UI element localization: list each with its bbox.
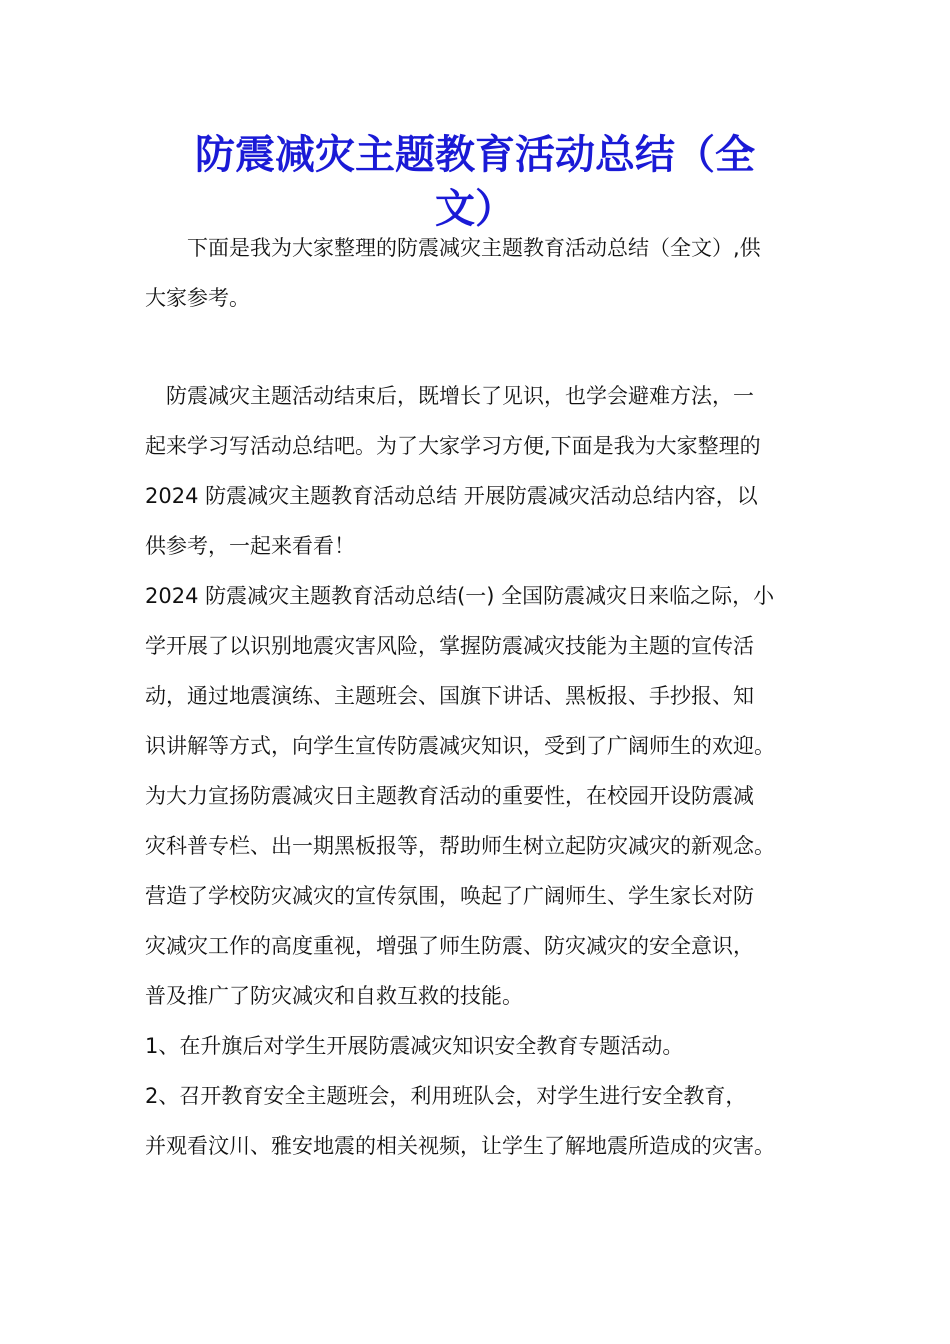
- body-text: [145, 371, 810, 1171]
- body-line: 防震减灾主题活动结束后，既增长了见识，也学会避难方法，一: [145, 384, 754, 408]
- intro-paragraph: [145, 223, 810, 323]
- body-line: 并观看汶川、雅安地震的相关视频，让学生了解地震所造成的灾害。: [145, 1134, 775, 1158]
- intro-line: 下面是我为大家整理的防震减灾主题教育活动总结（全文）,供: [145, 236, 761, 260]
- body-line: 动，通过地震演练、主题班会、国旗下讲话、黑板报、手抄报、知: [145, 684, 754, 708]
- body-line: 起来学习写活动总结吧。为了大家学习方便,下面是我为大家整理的: [145, 434, 761, 458]
- body-line: 1、在升旗后对学生开展防震减灾知识安全教育专题活动。: [145, 1034, 684, 1058]
- document-title: [150, 128, 800, 236]
- body-line: 营造了学校防灾减灾的宣传氛围，唤起了广阔师生、学生家长对防: [145, 884, 754, 908]
- body-line: 为大力宣扬防震减灾日主题教育活动的重要性，在校园开设防震减: [145, 784, 754, 808]
- body-line: 2024 防震减灾主题教育活动总结 开展防震减灾活动总结内容，以: [145, 484, 758, 508]
- title-line: 防震减灾主题教育活动总结（全: [195, 131, 755, 178]
- intro-line: 大家参考。: [145, 286, 250, 310]
- body-line: 灾减灾工作的高度重视，增强了师生防震、防灾减灾的安全意识，: [145, 934, 754, 958]
- body-line: 学开展了以识别地震灾害风险，掌握防震减灾技能为主题的宣传活: [145, 634, 754, 658]
- body-line: 普及推广了防灾减灾和自救互救的技能。: [145, 984, 523, 1008]
- body-line: 识讲解等方式，向学生宣传防震减灾知识，受到了广阔师生的欢迎。: [145, 734, 775, 758]
- title-line: 文）: [435, 185, 515, 232]
- body-line: 2024 防震减灾主题教育活动总结(一) 全国防震减灾日来临之际，小: [145, 584, 775, 608]
- body-line: 供参考，一起来看看！: [145, 534, 355, 558]
- body-line: 2、召开教育安全主题班会，利用班队会，对学生进行安全教育，: [145, 1084, 747, 1108]
- body-line: 灾科普专栏、出一期黑板报等，帮助师生树立起防灾减灾的新观念。: [145, 834, 775, 858]
